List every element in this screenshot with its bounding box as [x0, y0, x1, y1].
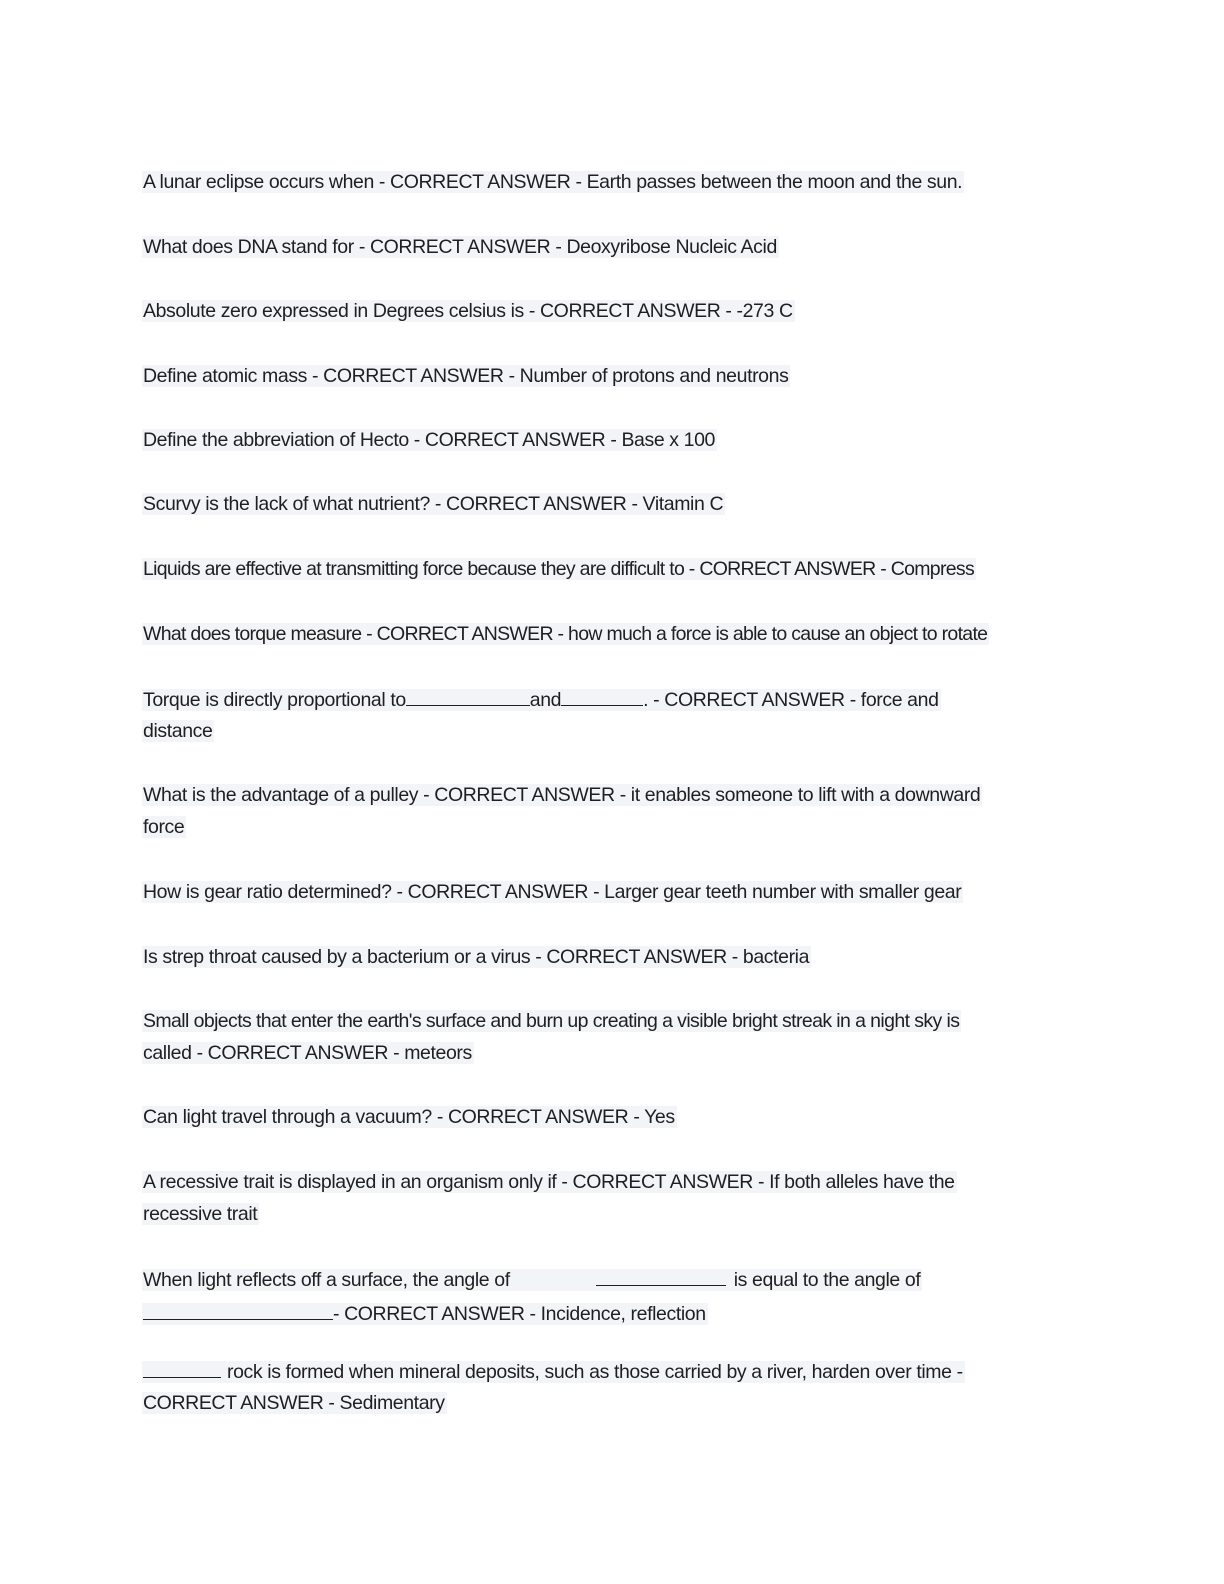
fill-in-blank [406, 683, 530, 706]
qa-text: What does torque measure - CORRECT ANSWER - how much a force is able to cause an object to rotate [143, 623, 988, 645]
qa-entry [142, 941, 1072, 973]
qa-text: and [529, 689, 562, 711]
qa-text: A recessive trait is displayed in an organism only if - CORRECT ANSWER - If both alleles have the [143, 1171, 955, 1193]
qa-entry [142, 1166, 1072, 1230]
qa-text: Define atomic mass - CORRECT ANSWER - Number of protons and neutrons [143, 365, 789, 387]
qa-entry [142, 1101, 1072, 1133]
qa-text: CORRECT ANSWER - Sedimentary [143, 1392, 445, 1414]
qa-entry [142, 295, 1072, 327]
qa-text: Scurvy is the lack of what nutrient? - CORRECT ANSWER - Vitamin C [143, 493, 724, 515]
qa-text: called - CORRECT ANSWER - meteors [143, 1042, 472, 1064]
qa-entry [142, 231, 1072, 263]
qa-text: A lunar eclipse occurs when - CORRECT ANSWER - Earth passes between the moon and the sun. [143, 171, 963, 193]
qa-text: When light reflects off a surface, the angle of [143, 1269, 510, 1291]
qa-entry [142, 683, 1072, 747]
qa-entry [142, 1355, 1072, 1419]
qa-text: What is the advantage of a pulley - CORRECT ANSWER - it enables someone to lift with a downward [143, 784, 981, 806]
qa-text: Torque is directly proportional to [143, 689, 406, 711]
fill-in-blank [143, 1297, 333, 1320]
qa-text: is equal to the angle of [733, 1269, 921, 1291]
qa-text: force [143, 816, 185, 838]
fill-in-blank [561, 683, 643, 706]
qa-entry [142, 1263, 1072, 1331]
qa-text: Is strep throat caused by a bacterium or a virus - CORRECT ANSWER - bacteria [143, 946, 810, 968]
qa-text: Can light travel through a vacuum? - CORRECT ANSWER - Yes [143, 1106, 675, 1128]
qa-text: - CORRECT ANSWER - Incidence, reflection [333, 1303, 706, 1325]
qa-entry [142, 166, 1072, 198]
qa-text: How is gear ratio determined? - CORRECT ANSWER - Larger gear teeth number with smaller gear [143, 881, 962, 903]
qa-entry [142, 488, 1072, 520]
qa-entry [142, 1005, 1072, 1069]
qa-entry [142, 360, 1072, 392]
qa-text: Small objects that enter the earth's surface and burn up creating a visible bright streak in a night sky is [143, 1010, 960, 1032]
qa-entry [142, 553, 1072, 585]
qa-entry [142, 779, 1072, 843]
qa-entry [142, 618, 1072, 650]
qa-entry [142, 424, 1072, 456]
qa-text: Define the abbreviation of Hecto - CORRECT ANSWER - Base x 100 [143, 429, 716, 451]
fill-in-blank [596, 1263, 726, 1286]
qa-text: rock is formed when mineral deposits, such as those carried by a river, harden over time - [227, 1361, 963, 1383]
qa-text: What does DNA stand for - CORRECT ANSWER - Deoxyribose Nucleic Acid [143, 236, 777, 258]
qa-text: Liquids are effective at transmitting force because they are difficult to - CORRECT ANSWER - Compress [143, 558, 974, 580]
qa-text: distance [143, 720, 213, 742]
qa-text: Absolute zero expressed in Degrees celsius is - CORRECT ANSWER - -273 C [143, 300, 793, 322]
qa-text: . - CORRECT ANSWER - force and [643, 689, 939, 711]
qa-entry [142, 876, 1072, 908]
fill-in-blank [143, 1355, 221, 1378]
qa-text: recessive trait [143, 1203, 258, 1225]
